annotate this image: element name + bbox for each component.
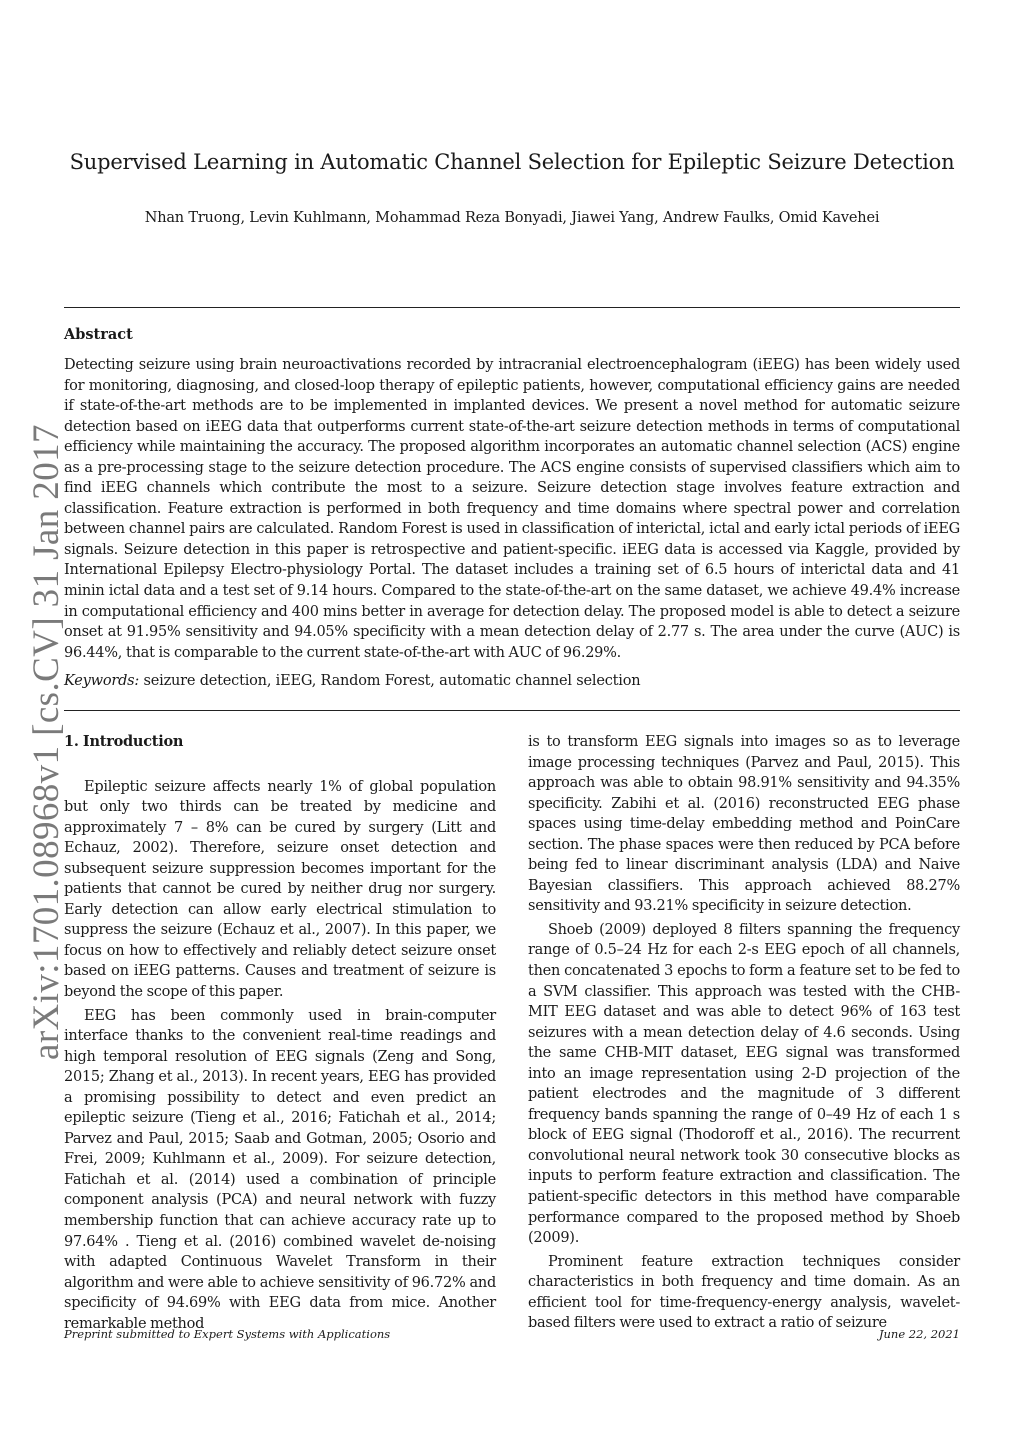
keywords-line — [64, 673, 640, 689]
abstract-heading: Abstract — [64, 326, 133, 343]
footer-date: June 22, 2021 — [878, 1327, 960, 1341]
abstract-bottom-rule — [64, 710, 960, 711]
left-column — [64, 732, 496, 1334]
keywords-label: Keywords: — [64, 673, 140, 689]
author-list: Nhan Truong, Levin Kuhlmann, Mohammad Reza Bonyadi, Jiawei Yang, Andrew Faulks, Omid Kavehei — [144, 210, 880, 226]
keywords-list: seizure detection, iEEG, Random Forest, automatic channel selection — [143, 673, 641, 689]
abstract-body: Detecting seizure using brain neuroactivations recorded by intracranial electroencephalogram (iEEG) has been widely used for monitoring, diagnosing, and closed-loop therapy of epileptic patients, however, computational efficiency gains are needed if state-of-the-art methods are to be implemented in implanted devices. We present a novel method for automatic seizure detection based on iEEG data that outperforms current state-of-the-art seizure detection methods in terms of computational efficiency while maintaining the accuracy. The proposed algorithm incorporates an automatic channel selection (ACS) engine as a pre-processing stage to the seizure detection procedure. The ACS engine consists of supervised classifiers which aim to find iEEG channels which contribute the most to a seizure. Seizure detection stage involves feature extraction and classification. Feature extraction is performed in both frequency and time domains where spectral power and correlation between channel pairs are calculated. Random Forest is used in classification of interictal, ictal and early ictal periods of iEEG signals. Seizure detection in this paper is retrospective and patient-specific. iEEG data is accessed via Kaggle, provided by International Epilepsy Electro-physiology Portal. The dataset includes a training set of 6.5 hours of interictal data and 41 minin ictal data and a test set of 9.14 hours. Compared to the state-of-the-art on the same dataset, we achieve 49.4% increase in computational efficiency and 400 mins better in average for detection delay. The proposed model is able to detect a seizure onset at 91.95% sensitivity and 94.05% specificity with a mean detection delay of 2.77 s. The area under the curve (AUC) is 96.44%, that is comparable to the current state-of-the-art with AUC of 96.29%. — [64, 357, 960, 661]
body-paragraph: Shoeb (2009) deployed 8 filters spanning the frequency range of 0.5–24 Hz for each 2-s EEG epoch of all channels, then concatenated 3 epochs to form a feature set to be fed to a SVM classifier. This approach was tested with the CHB-MIT EEG dataset and was able to detect 96% of 163 test seizures with a mean detection delay of 4.6 seconds. Using the same CHB-MIT dataset, EEG signal was transformed into an image representation using 2-D projection of the patient electrodes and the magnitude of 3 different frequency bands spanning the range of 0–49 Hz of each 1 s block of EEG signal (Thodoroff et al., 2016). The recurrent convolutional neural network took 30 consecutive blocks as inputs to perform feature extraction and classification. The patient-specific detectors in this method have comparable performance compared to the proposed method by Shoeb (2009). — [528, 921, 960, 1247]
section-heading-introduction: 1. Introduction — [64, 733, 184, 750]
right-column — [528, 732, 960, 1334]
body-paragraph: is to transform EEG signals into images so as to leverage image processing techniques (Parvez and Paul, 2015). This approach was able to obtain 98.91% sensitivity and 94.35% specificity. Zabihi et al. (2016) reconstructed EEG phase spaces using time-delay embedding method and PoinCare section. The phase spaces were then reduced by PCA before being fed to linear discriminant analysis (LDA) and Naive Bayesian classifiers. This approach achieved 88.27% sensitivity and 93.21% specificity in seizure detection. — [528, 734, 960, 915]
body-paragraph: Epileptic seizure affects nearly 1% of global population but only two thirds can be treated by medicine and approximately 7 – 8% can be cured by surgery (Litt and Echauz, 2002). Therefore, seizure onset detection and subsequent seizure suppression becomes important for the patients that cannot be cured by neither drug nor surgery. Early detection can allow early electrical stimulation to suppress the seizure (Echauz et al., 2007). In this paper, we focus on how to effectively and reliably detect seizure onset based on iEEG patterns. Causes and treatment of seizure is beyond the scope of this paper. — [64, 778, 496, 1001]
abstract-top-rule — [64, 307, 960, 308]
arxiv-identifier: arXiv:1701.08968v1 [cs.CV] 31 Jan 2017 — [26, 424, 67, 1060]
body-paragraph: Prominent feature extraction techniques consider characteristics in both frequency and time domain. As an efficient tool for time-frequency-energy analysis, wavelet-based filters were used to extract a ratio of seizure — [528, 1253, 960, 1332]
footer-preprint-note: Preprint submitted to Expert Systems with Applications — [64, 1327, 391, 1341]
body-paragraph: EEG has been commonly used in brain-computer interface thanks to the convenient real-time readings and high temporal resolution of EEG signals (Zeng and Song, 2015; Zhang et al., 2013). In recent years, EEG has provided a promising possibility to detect and even predict an epileptic seizure (Tieng et al., 2016; Fatichah et al., 2014; Parvez and Paul, 2015; Saab and Gotman, 2005; Osorio and Frei, 2009; Kuhlmann et al., 2009). For seizure detection, Fatichah et al. (2014) used a combination of principle component analysis (PCA) and neural network with fuzzy membership function that can achieve accuracy rate up to 97.64% . Tieng et al. (2016) combined wavelet de-noising with adapted Continuous Wavelet Transform in their algorithm and were able to achieve sensitivity of 96.72% and specificity of 94.69% with EEG data from mice. Another remarkable method — [64, 1007, 496, 1332]
paper-title: Supervised Learning in Automatic Channel Selection for Epileptic Seizure Detection — [69, 150, 955, 174]
